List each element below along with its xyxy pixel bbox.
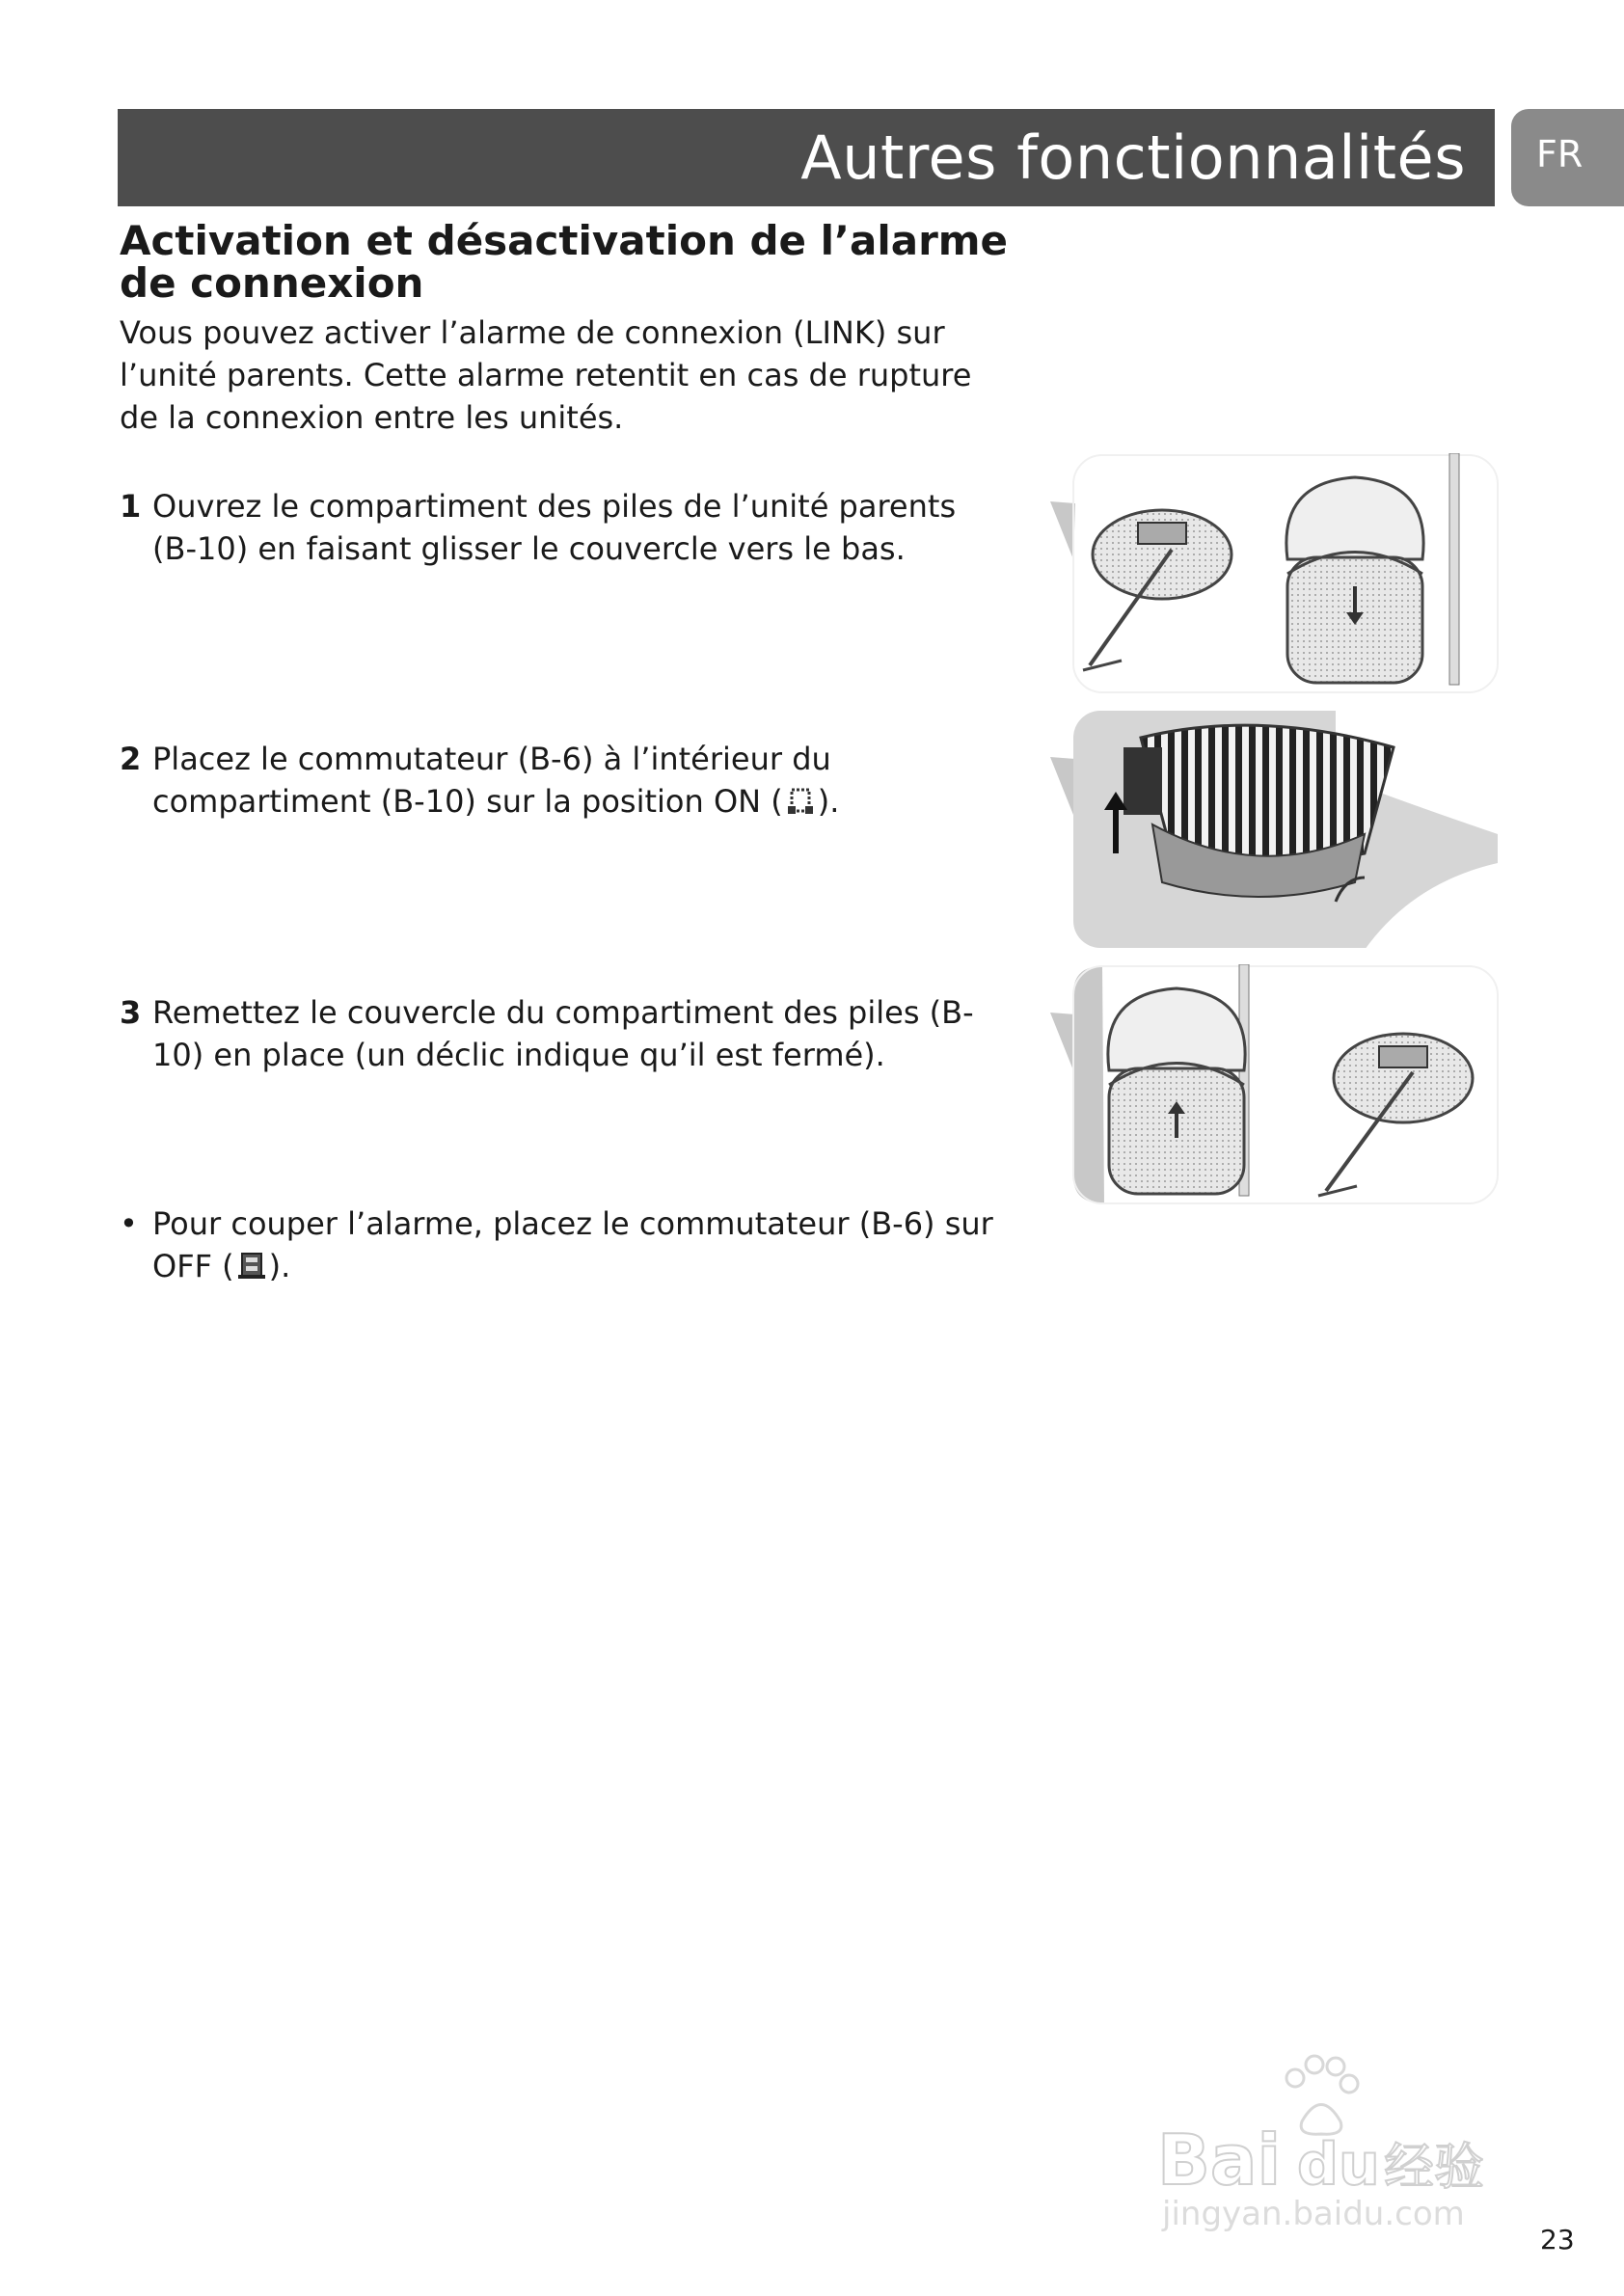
bullet-text-after: ). [268, 1248, 291, 1284]
step-text: Remettez le couvercle du compartiment des piles (B-10) en place (un déclic indique qu’il est fermé). [152, 994, 974, 1073]
svg-text:du: du [1297, 2131, 1380, 2199]
watermark-url: jingyan.baidu.com [1162, 2195, 1465, 2232]
step-text-before: Placez le commutateur (B-6) à l’intérieur du compartiment (B-10) sur la position ON ( [152, 741, 831, 820]
step-text: Ouvrez le compartiment des piles de l’unité parents (B-10) en faisant glisser le couvercle vers le bas. [152, 488, 957, 567]
language-label: FR [1536, 133, 1583, 176]
link-off-icon [236, 1252, 267, 1281]
figure-open-compartment [1046, 453, 1500, 694]
step-text-after: ). [817, 783, 840, 820]
svg-text:经验: 经验 [1384, 2139, 1485, 2197]
step-number: 1 [120, 488, 142, 525]
intro-paragraph: Vous pouvez activer l’alarme de connexion (LINK) sur l’unité parents. Cette alarme retentit en cas de rupture de la connexion entre les unités. [120, 314, 972, 436]
bullet-item [120, 1202, 1007, 1287]
chapter-title: Autres fonctionnalités [800, 122, 1466, 193]
step-3 [120, 991, 1007, 1076]
page-number: 23 [1540, 2224, 1575, 2255]
link-on-icon [785, 787, 816, 816]
baidu-watermark-logo [1143, 2039, 1529, 2232]
bullet-text-before: Pour couper l’alarme, placez le commutateur (B-6) sur OFF ( [152, 1205, 993, 1284]
step-2 [120, 738, 1007, 823]
language-tab [1511, 109, 1624, 206]
figure-close-compartment [1046, 964, 1500, 1205]
step-number: 3 [120, 994, 142, 1031]
svg-text:Bai: Bai [1157, 2120, 1282, 2201]
section-title: Activation et désactivation de l’alarme de connexion [120, 217, 1009, 307]
bullet-marker: • [120, 1205, 138, 1242]
step-1 [120, 485, 1007, 570]
step-number: 2 [120, 741, 142, 777]
figure-switch-position [1046, 709, 1500, 950]
header-bar [118, 109, 1495, 206]
